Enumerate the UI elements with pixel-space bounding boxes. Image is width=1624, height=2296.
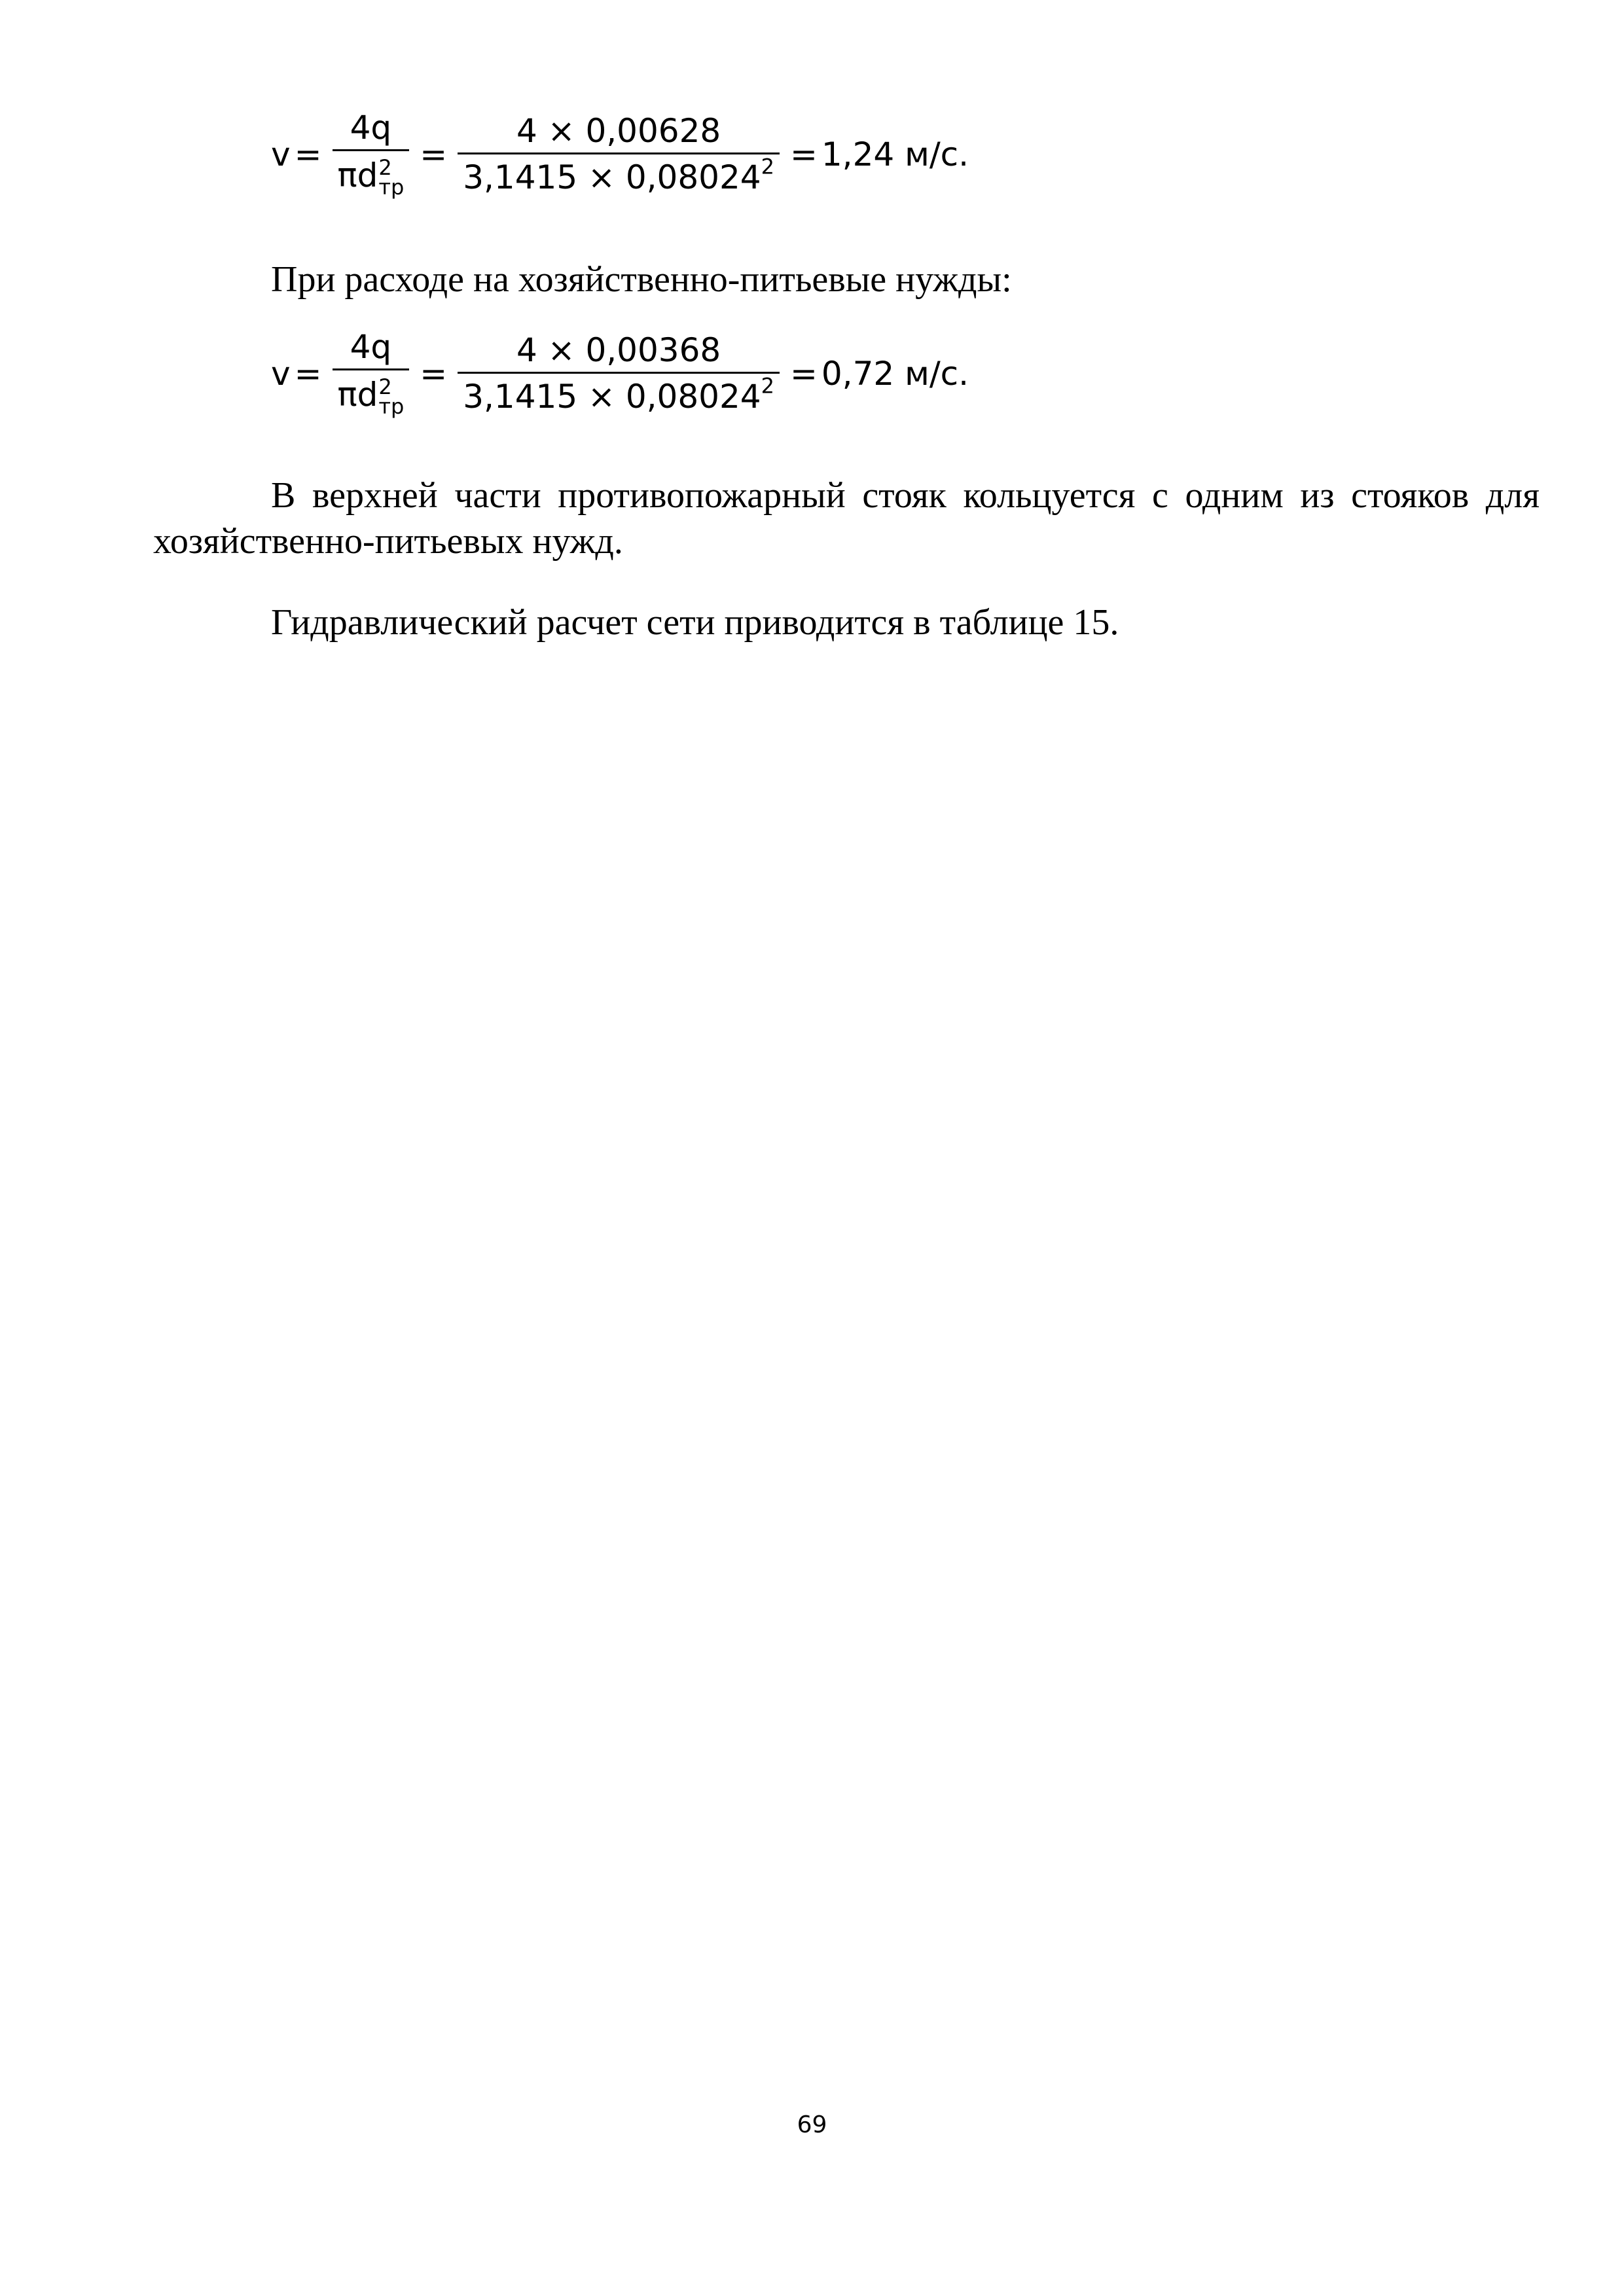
- formula-result: 0,72 м/с.: [821, 354, 969, 393]
- fraction-numerator: 4q: [350, 109, 392, 147]
- paragraph-table-reference: Гидравлический расчет сети приводится в таблице 15.: [271, 602, 1119, 643]
- denominator-exponent: 2: [761, 154, 774, 179]
- fraction-numerator: 4 × 0,00628: [516, 112, 721, 151]
- fraction-general: [333, 328, 410, 420]
- equals-sign: =: [420, 354, 448, 393]
- equals-sign: =: [789, 354, 818, 393]
- formula-lhs: v: [271, 354, 291, 393]
- superscript-subscript: [378, 155, 405, 200]
- denominator-exponent: 2: [761, 374, 774, 399]
- formula-lhs: v: [271, 135, 291, 173]
- denominator-subscript: тр: [378, 175, 405, 200]
- fraction-denominator: [333, 368, 410, 420]
- fraction-denominator: [458, 152, 780, 197]
- paragraph-intro: При расходе на хозяйственно-питьевые нужды:: [271, 259, 1012, 300]
- fraction-general: [333, 111, 410, 198]
- equals-sign: =: [294, 354, 322, 393]
- denominator-base: 3,1415 × 0,08024: [463, 158, 761, 197]
- denominator-base: πd: [337, 375, 378, 414]
- superscript-subscript: [378, 374, 405, 420]
- denominator-base: πd: [337, 156, 378, 194]
- denominator-subscript: тр: [378, 394, 405, 420]
- paragraph-riser-loop: [153, 473, 1540, 564]
- equals-sign: =: [294, 135, 322, 173]
- velocity-formula-domestic: [271, 328, 969, 420]
- denominator-base: 3,1415 × 0,08024: [463, 378, 761, 416]
- formula-result: 1,24 м/с.: [821, 135, 969, 173]
- fraction-denominator: [458, 372, 780, 416]
- equals-sign: =: [789, 135, 818, 173]
- fraction-numerator: 4 × 0,00368: [516, 331, 721, 370]
- fraction-numeric: [458, 112, 780, 197]
- page-number: 69: [797, 2111, 827, 2138]
- denominator-exponent: 2: [378, 374, 392, 399]
- denominator-exponent: 2: [378, 155, 392, 180]
- paragraph-riser-loop-text: В верхней части противопожарный стояк кольцуется с одним из стояков для хозяйственно-питьевых нужд.: [153, 475, 1540, 562]
- fraction-numerator: 4q: [350, 328, 392, 366]
- velocity-formula-fire: [271, 111, 969, 198]
- equals-sign: =: [420, 135, 448, 173]
- fraction-numeric: [458, 331, 780, 416]
- fraction-denominator: [333, 149, 410, 198]
